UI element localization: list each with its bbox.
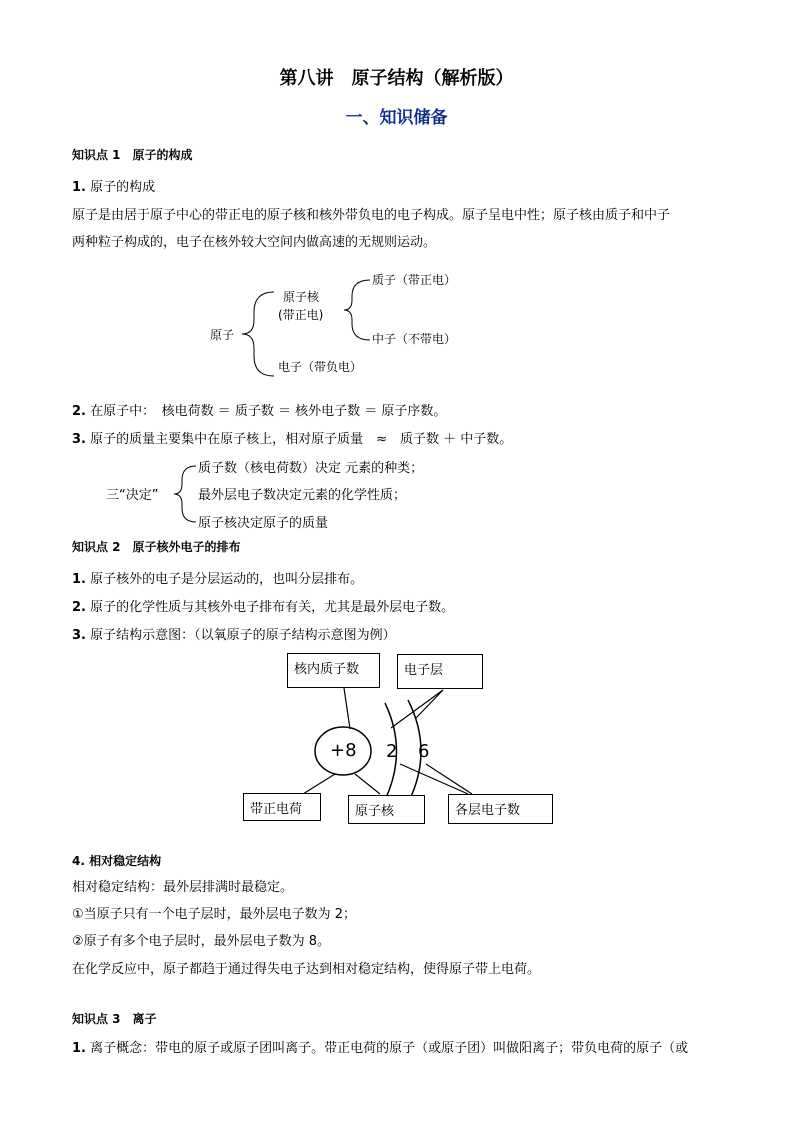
item-number: 1. <box>72 572 86 587</box>
nucleus-charge: +8 <box>330 740 357 761</box>
decide-line3: 原子核决定原子的质量 <box>198 516 329 531</box>
decide-label: 三“决定” <box>106 488 159 503</box>
shell2-electrons: 6 <box>418 741 430 762</box>
leader-shell-2 <box>416 690 443 718</box>
tree-proton: 质子（带正电） <box>372 273 457 287</box>
shell1-electrons: 2 <box>386 741 398 762</box>
kp1-para-line2: 两种粒子构成的，电子在核外较大空间内做高速的无规则运动。 <box>72 235 437 250</box>
kp2-item4 <box>72 854 161 868</box>
leader-shell-electrons-1 <box>400 764 468 794</box>
item-number: 4. <box>72 854 85 868</box>
tree-neutron: 中子（不带电） <box>372 332 457 346</box>
decide-line2: 最外层电子数决定元素的化学性质； <box>198 488 407 503</box>
box-electron-shell: 电子层 <box>397 654 483 689</box>
page-title: 第八讲 原子结构（解析版） <box>279 68 514 89</box>
box-shell-electrons: 各层电子数 <box>448 794 553 824</box>
section-heading: 一、知识储备 <box>345 108 448 128</box>
item-number: 3. <box>72 432 86 447</box>
item-text: 原子的质量主要集中在原子核上，相对原子质量 ≈ 质子数 ＋ 中子数。 <box>90 432 513 447</box>
item-number: 2. <box>72 404 86 419</box>
kp1-heading: 知识点 1 原子的构成 <box>72 148 193 162</box>
tree-nucleus-label: 原子核 <box>283 290 320 304</box>
stable-case1: ①当原子只有一个电子层时，最外层电子数为 2； <box>72 907 357 922</box>
decide-line1: 质子数（核电荷数）决定 元素的种类； <box>198 461 424 476</box>
item-number: 3. <box>72 628 86 643</box>
box-proton-count: 核内质子数 <box>287 653 380 688</box>
item-number: 1. <box>72 1041 86 1056</box>
item-number: 2. <box>72 600 86 615</box>
item-text: 原子结构示意图：（以氧原子的原子结构示意图为例） <box>90 628 396 643</box>
kp3-heading: 知识点 3 离子 <box>72 1012 157 1026</box>
kp2-heading: 知识点 2 原子核外电子的排布 <box>72 540 241 554</box>
item-title: 原子的构成 <box>90 180 156 195</box>
tree-nucleus-charge: (带正电) <box>278 308 324 322</box>
tree-root-atom: 原子 <box>210 328 235 342</box>
item-title: 相对稳定结构 <box>89 854 162 868</box>
box-nucleus: 原子核 <box>348 795 425 824</box>
item-number: 1. <box>72 180 86 195</box>
leader-nucleus <box>355 774 380 794</box>
leader-proton-count <box>344 688 350 729</box>
stable-definition: 相对稳定结构：最外层排满时最稳定。 <box>72 880 294 895</box>
item-text: 在原子中： 核电荷数 ＝ 质子数 ＝ 核外电子数 ＝ 原子序数。 <box>90 404 447 419</box>
stable-case2: ②原子有多个电子层时，最外层电子数为 8。 <box>72 934 331 949</box>
box-positive-charge: 带正电荷 <box>243 793 321 821</box>
kp3-item1 <box>72 1041 688 1057</box>
item-text: 离子概念：带电的原子或原子团叫离子。带正电荷的原子（或原子团）叫做阳离子；带负电荷的原子（或 <box>90 1041 689 1056</box>
item-text: 原子的化学性质与其核外电子排布有关，尤其是最外层电子数。 <box>90 600 455 615</box>
item-text: 原子核外的电子是分层运动的，也叫分层排布。 <box>90 572 364 587</box>
kp1-para-line1: 原子是由居于原子中心的带正电的原子核和核外带负电的电子构成。原子呈电中性；原子核由质子和中子 <box>72 208 671 223</box>
reaction-note: 在化学反应中，原子都趋于通过得失电子达到相对稳定结构，使得原子带上电荷。 <box>72 962 541 977</box>
leader-positive <box>303 774 335 794</box>
tree-electron: 电子（带负电） <box>278 360 363 374</box>
